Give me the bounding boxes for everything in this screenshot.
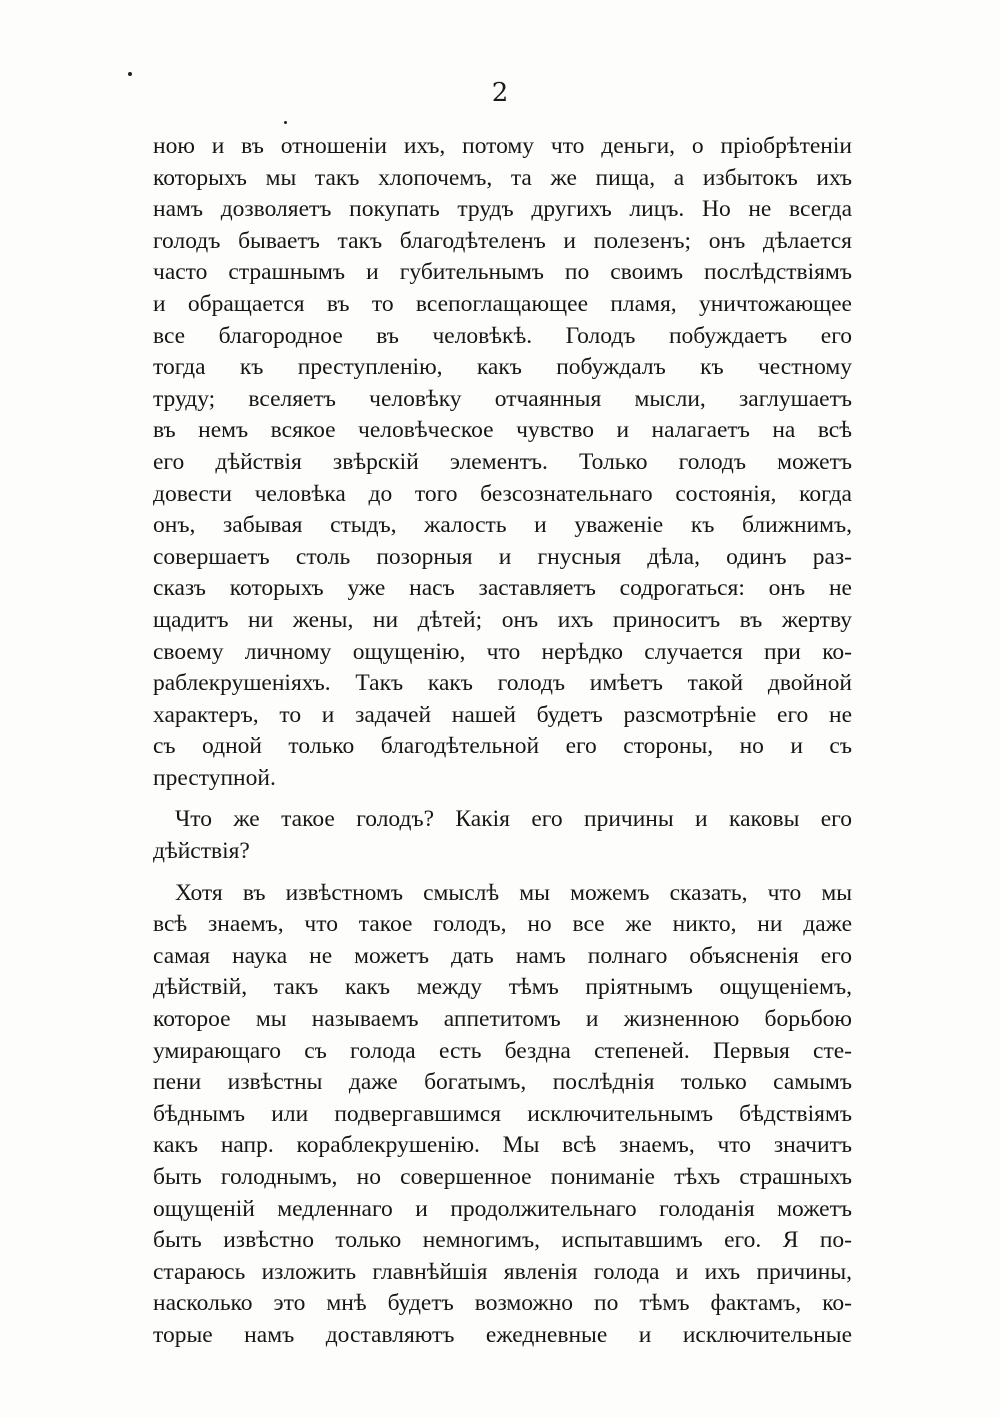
text-line: умирающаго съ голода есть бездна степеней. Первыя сте- (153, 1037, 852, 1064)
text-line: преступной. (153, 764, 276, 791)
text-line: дѣйствія? (153, 838, 250, 865)
text-line: все благородное въ человѣкѣ. Голодъ побуждаетъ его (153, 322, 852, 349)
text-line: быть голоднымъ, но совершенное пониманіе тѣхъ страшныхъ (153, 1164, 852, 1190)
text-line: торые намъ доставляютъ ежедневные и исключительные (153, 1321, 852, 1348)
text-line: совершаетъ столь позорныя и гнусныя дѣла, одинъ раз- (153, 543, 852, 570)
page-text (153, 131, 852, 1352)
text-line: самая наука не можетъ дать намъ полнаго объясненія его (153, 942, 852, 969)
text-line: которое мы называемъ аппетитомъ и жизненною борьбою (153, 1006, 852, 1033)
text-line: намъ дозволяетъ покупать трудъ другихъ лицъ. Но не всегда (153, 196, 852, 223)
text-line: довести человѣка до того безсознательнаго состоянія, когда (153, 480, 852, 507)
text-line: раблекрушеніяхъ. Такъ какъ голодъ имѣетъ такой двойной (153, 670, 852, 697)
text-line: сказъ которыхъ уже насъ заставляетъ содрогаться: онъ не (153, 575, 852, 602)
text-line: его дѣйствія звѣрскій элементъ. Только голодъ можетъ (153, 448, 852, 475)
text-line: характеръ, то и задачей нашей будетъ разсмотрѣніе его не (153, 701, 852, 728)
text-line: всѣ знаемъ, что такое голодъ, но все же никто, ни даже (153, 911, 852, 938)
text-line: въ немъ всякое человѣческое чувство и налагаетъ на всѣ (153, 417, 852, 444)
text-line: какъ напр. кораблекрушенію. Мы всѣ знаемъ, что значитъ (153, 1132, 852, 1159)
text-line: съ одной только благодѣтельной его стороны, но и съ (153, 733, 852, 760)
text-line: голодъ бываетъ такъ благодѣтеленъ и полезенъ; онъ дѣлается (153, 227, 852, 254)
text-line: бѣднымъ или подвергавшимся исключительнымъ бѣдствіямъ (153, 1100, 852, 1127)
text-line: насколько это мнѣ будетъ возможно по тѣмъ фактамъ, ко- (153, 1290, 852, 1317)
text-line: Хотя въ извѣстномъ смыслѣ мы можемъ сказать, что мы (175, 879, 852, 906)
text-line: и обращается въ то всепоглащающее пламя, уничтожающее (153, 290, 852, 317)
ink-speck (128, 72, 132, 76)
text-line: быть извѣстно только немногимъ, испытавшимъ его. Я по- (153, 1227, 852, 1254)
text-line: труду; вселяетъ человѣку отчаянныя мысли, заглушаетъ (153, 385, 852, 412)
text-line: Что же такое голодъ? Какія его причины и каковы его (175, 806, 852, 833)
text-line: тогда къ преступленію, какъ побуждалъ къ честному (153, 354, 852, 381)
text-line: стараюсь изложить главнѣйшія явленія голода и ихъ причины, (153, 1258, 852, 1285)
ink-speck (284, 121, 287, 124)
text-line: пени извѣстны даже богатымъ, послѣднія только самымъ (153, 1069, 852, 1096)
text-line: ощущеній медленнаго и продолжительнаго голоданія можетъ (153, 1195, 852, 1222)
text-line: дѣйствій, такъ какъ между тѣмъ пріятнымъ ощущеніемъ, (153, 974, 852, 1001)
text-line: ною и въ отношеніи ихъ, потому что деньги, о пріобрѣтеніи (153, 133, 852, 159)
text-line: онъ, забывая стыдъ, жалость и уваженіе къ ближнимъ, (153, 512, 852, 539)
text-line: часто страшнымъ и губительнымъ по своимъ послѣдствіямъ (153, 259, 852, 286)
page-number: 2 (491, 78, 509, 108)
text-line: щадитъ ни жены, ни дѣтей; онъ ихъ приноситъ въ жертву (153, 606, 852, 633)
text-line: которыхъ мы такъ хлопочемъ, та же пища, а избытокъ ихъ (153, 164, 852, 191)
text-line: своему личному ощущенію, что нерѣдко случается при ко- (153, 638, 852, 665)
